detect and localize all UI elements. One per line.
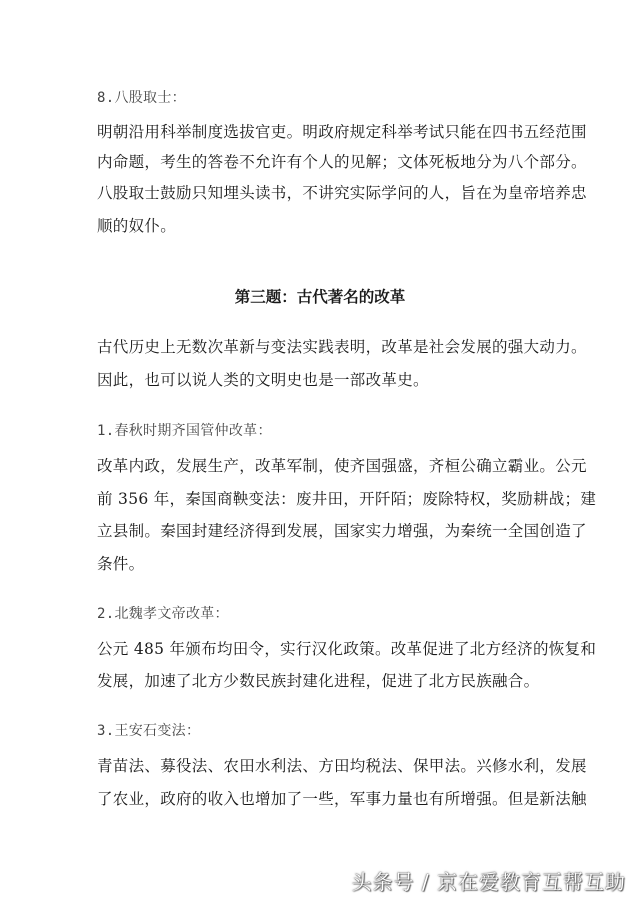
section-8-heading: 8.八股取士： <box>97 90 186 106</box>
item-2-line-2: 发展，加速了北方少数民族封建化进程，促进了北方民族融合。 <box>97 672 540 690</box>
item-1-line-4: 条件。 <box>97 555 145 573</box>
item-2-line-1: 公元 485 年颁布均田令，实行汉化政策。改革促进了北方经济的恢复和 <box>97 640 597 658</box>
item-3-line-2: 了农业，政府的收入也增加了一些，军事力量也有所增强。但是新法触 <box>97 790 587 808</box>
section-8-line-3: 八股取士鼓励只知埋头读书，不讲究实际学问的人，旨在为皇帝培养忠 <box>97 184 587 202</box>
section-8-line-2: 内命题，考生的答卷不允许有个人的见解；文体死板地分为八个部分。 <box>97 153 587 171</box>
item-1-line-1: 改革内政，发展生产，改革军制，使齐国强盛，齐桓公确立霸业。公元 <box>97 457 587 475</box>
section-8-line-4: 顺的奴仆。 <box>97 217 177 235</box>
section-8-line-1: 明朝沿用科举制度选拔官吏。明政府规定科举考试只能在四书五经范围 <box>97 123 587 141</box>
watermark-text: 头条号 / 京在爱教育互帮互助 <box>351 870 626 894</box>
item-2-heading: 2.北魏孝文帝改革： <box>97 606 229 622</box>
item-1-line-2: 前 356 年，秦国商鞅变法：废井田，开阡陌；废除特权，奖励耕战；建 <box>97 490 597 508</box>
item-1-line-3: 立县制。秦国封建经济得到发展，国家实力增强，为秦统一全国创造了 <box>97 522 587 540</box>
part-3-intro-line-1: 古代历史上无数次革新与变法实践表明，改革是社会发展的强大动力。 <box>97 338 587 356</box>
item-1-heading: 1.春秋时期齐国管仲改革： <box>97 423 272 439</box>
part-3-title: 第三题：古代著名的改革 <box>234 287 406 306</box>
part-3-intro-line-2: 因此，也可以说人类的文明史也是一部改革史。 <box>97 371 429 389</box>
item-3-line-1: 青苗法、募役法、农田水利法、方田均税法、保甲法。兴修水利，发展 <box>97 757 587 775</box>
item-3-heading: 3.王安石变法： <box>97 723 201 739</box>
